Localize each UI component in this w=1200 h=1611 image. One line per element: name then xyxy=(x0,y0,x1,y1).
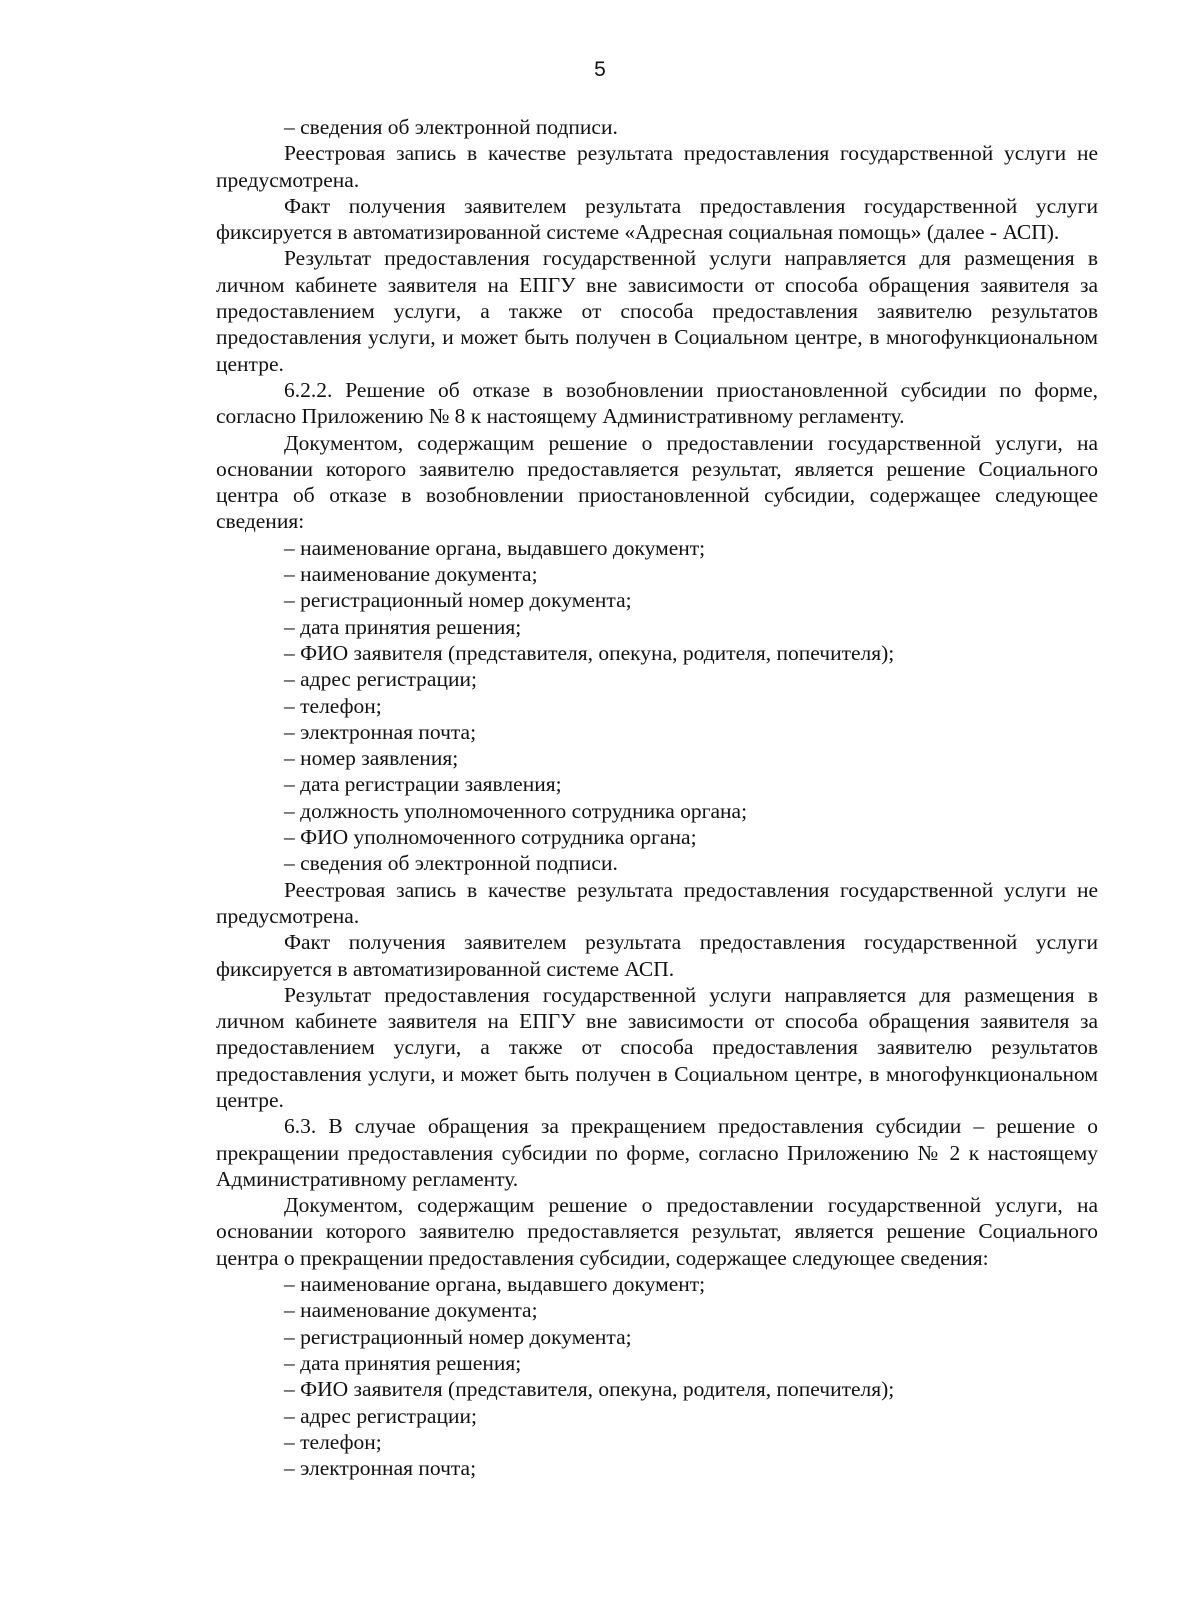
list-item: – номер заявления; xyxy=(284,746,459,771)
list-item: – адрес регистрации; xyxy=(284,667,477,692)
list-item: – телефон; xyxy=(284,693,382,718)
list-item: – ФИО заявителя (представителя, опекуна, родителя, попечителя); xyxy=(284,640,895,665)
paragraph: 6.2.2. Решение об отказе в возобновлении приостановленной субсидии по форме, согласно Приложению № 8 к настоящему Административному регламенту. xyxy=(216,377,1098,429)
list-item: – наименование органа, выдавшего документ; xyxy=(284,1272,706,1297)
list-item: – ФИО уполномоченного сотрудника органа; xyxy=(284,825,697,850)
list-item: – адрес регистрации; xyxy=(284,1403,477,1428)
document-body xyxy=(216,114,1098,1481)
list-item: – ФИО заявителя (представителя, опекуна, родителя, попечителя); xyxy=(284,1377,895,1402)
list-item: – дата принятия решения; xyxy=(284,614,522,639)
list-item: – сведения об электронной подписи. xyxy=(284,851,618,876)
list-item: – сведения об электронной подписи. xyxy=(284,115,618,139)
paragraph: Результат предоставления государственной услуги направляется для размещения в личном кабинете заявителя на ЕПГУ вне зависимости от способа обращения заявителя за предоставлением услуги, а также от способа предоставления заявителю результатов предоставления услуги, и может быть получен в Социальном центре, в многофункциональном центре. xyxy=(216,246,1098,376)
list-item: – электронная почта; xyxy=(284,719,477,744)
paragraph: 6.3. В случае обращения за прекращением предоставления субсидии – решение о прекращении предоставления субсидии по форме, согласно Приложению № 2 к настоящему Административному регламенту. xyxy=(216,1114,1098,1191)
list-item: – дата принятия решения; xyxy=(284,1350,522,1375)
paragraph: Результат предоставления государственной услуги направляется для размещения в личном кабинете заявителя на ЕПГУ вне зависимости от способа обращения заявителя за предоставлением услуги, а также от способа предоставления заявителю результатов предоставления услуги, и может быть получен в Социальном центре, в многофункциональном центре. xyxy=(216,982,1098,1112)
list-item: – должность уполномоченного сотрудника органа; xyxy=(284,798,748,823)
paragraph: Реестровая запись в качестве результата предоставления государственной услуги не предусмотрена. xyxy=(216,877,1098,928)
list-item: – регистрационный номер документа; xyxy=(284,1324,632,1349)
list-item: – телефон; xyxy=(284,1429,382,1454)
list-item: – наименование документа; xyxy=(284,1298,538,1323)
list-item: – наименование документа; xyxy=(284,562,538,587)
list-item: – дата регистрации заявления; xyxy=(284,772,562,797)
paragraph: Документом, содержащим решение о предоставлении государственной услуги, на основании которого заявителю предоставляется результат, является решение Социального центра о прекращении предоставления субсидии, содержащее следующее сведения: xyxy=(216,1193,1098,1270)
paragraph: Реестровая запись в качестве результата предоставления государственной услуги не предусмотрена. xyxy=(216,141,1098,192)
paragraph: Факт получения заявителем результата предоставления государственной услуги фиксируется в автоматизированной системе «Адресная социальная помощь» (далее - АСП). xyxy=(216,193,1098,245)
paragraph: Факт получения заявителем результата предоставления государственной услуги фиксируется в автоматизированной системе АСП. xyxy=(216,930,1098,981)
list-item: – наименование органа, выдавшего документ; xyxy=(284,535,706,560)
list-item: – регистрационный номер документа; xyxy=(284,588,632,613)
page-number: 5 xyxy=(594,58,606,81)
list-item: – электронная почта; xyxy=(284,1456,477,1481)
paragraph: Документом, содержащим решение о предоставлении государственной услуги, на основании которого заявителю предоставляется результат, является решение Социального центра об отказе в возобновлении приостановленной субсидии, содержащее следующее сведения: xyxy=(216,430,1098,534)
